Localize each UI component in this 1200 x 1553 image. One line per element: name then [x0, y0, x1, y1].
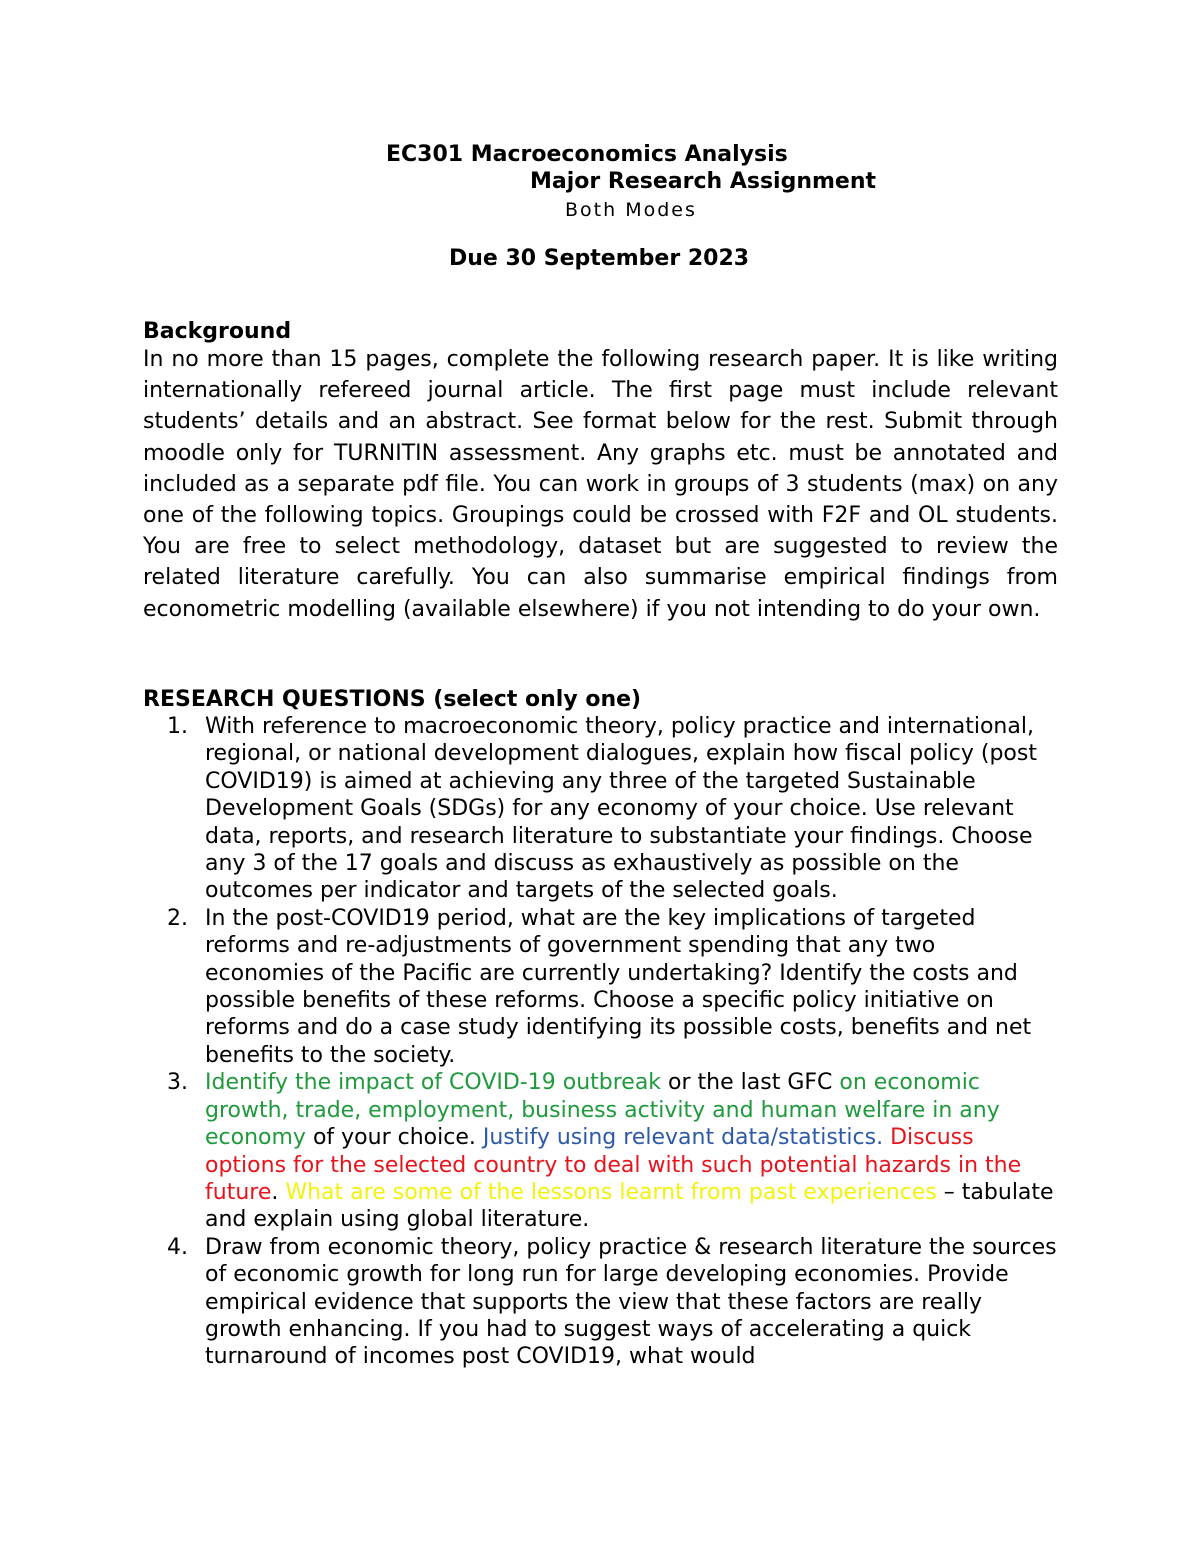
- course-title: EC301 Macroeconomics Analysis: [386, 142, 788, 167]
- question-item-3: [143, 1069, 1061, 1233]
- research-questions-heading: RESEARCH QUESTIONS (select only one): [143, 687, 642, 712]
- question-text: In the post-COVID19 period, what are the key implications of targeted reforms and re-adjustments of government spending that any two economies of the Pacific are currently undertaking? Identify the costs and possible benefits of these reforms. Choose a specific policy initiative on reforms and do a case study identifying its possible costs, benefits and net benefits to the society.: [205, 905, 1032, 1068]
- question-text: – tabulate and explain using global literature.: [205, 1179, 1054, 1233]
- highlight-green-text: Identify the impact of COVID-19 outbreak: [205, 1070, 662, 1096]
- question-item-2: [143, 905, 1061, 1069]
- highlight-green-text: on economic growth, trade, employment, business activity and human welfare in any economy: [205, 1070, 1000, 1151]
- question-number: 4.: [167, 1234, 188, 1260]
- highlight-blue-text: Justify using relevant data/statistics.: [482, 1125, 884, 1151]
- question-text: .: [271, 1179, 286, 1205]
- question-number: 3.: [167, 1070, 188, 1096]
- highlight-red-text: Discuss options for the selected country to deal with such potential hazards in the future: [205, 1125, 1022, 1205]
- question-number: 1.: [167, 714, 188, 739]
- question-text: Draw from economic theory, policy practice & research literature the sources of economic growth for long run for large developing economies. Provide empirical evidence that supports the view that these factors are really growth enhancing. If you had to suggest ways of accelerating a quick turnaround of incomes post COVID19, what would: [205, 1234, 1057, 1370]
- question-text: of your choice.: [305, 1125, 483, 1151]
- question-number: 2.: [167, 905, 188, 931]
- background-paragraph: In no more than 15 pages, complete the following research paper. It is like writing internationally refereed journal article. The first page must include relevant students’ details and an abstract. See format below for the rest. Submit through moodle only for TURNITIN assessment. Any graphs etc. must be annotated and included as a separate pdf file. You can work in groups of 3 students (max) on any one of the following topics. Groupings could be crossed with F2F and OL students. You are free to select methodology, dataset but are suggested to review the related literature carefully. You can also summarise empirical findings from econometric modelling (available elsewhere) if you not intending to do your own.: [143, 347, 1058, 622]
- research-questions-list: [143, 713, 1061, 1371]
- background-heading: Background: [143, 319, 292, 344]
- highlight-yellow-text: What are some of the lessons learnt from past experiences: [285, 1179, 937, 1205]
- question-text: With reference to macroeconomic theory, policy practice and international, regional, or national development dialogues, explain how fiscal policy (post COVID19) is aimed at achieving any three of the targeted Sustainable Development Goals (SDGs) for any economy of your choice. Use relevant data, reports, and research literature to substantiate your findings. Choose any 3 of the 17 goals and discuss as exhaustively as possible on the outcomes per indicator and targets of the selected goals.: [205, 714, 1037, 904]
- due-date: Due 30 September 2023: [449, 246, 750, 271]
- modes-subtitle: Both Modes: [565, 199, 697, 221]
- question-text: or the last GFC: [661, 1070, 840, 1096]
- question-item-4: [143, 1234, 1061, 1371]
- assignment-title: Major Research Assignment: [530, 169, 877, 194]
- question-item-1: [143, 713, 1061, 905]
